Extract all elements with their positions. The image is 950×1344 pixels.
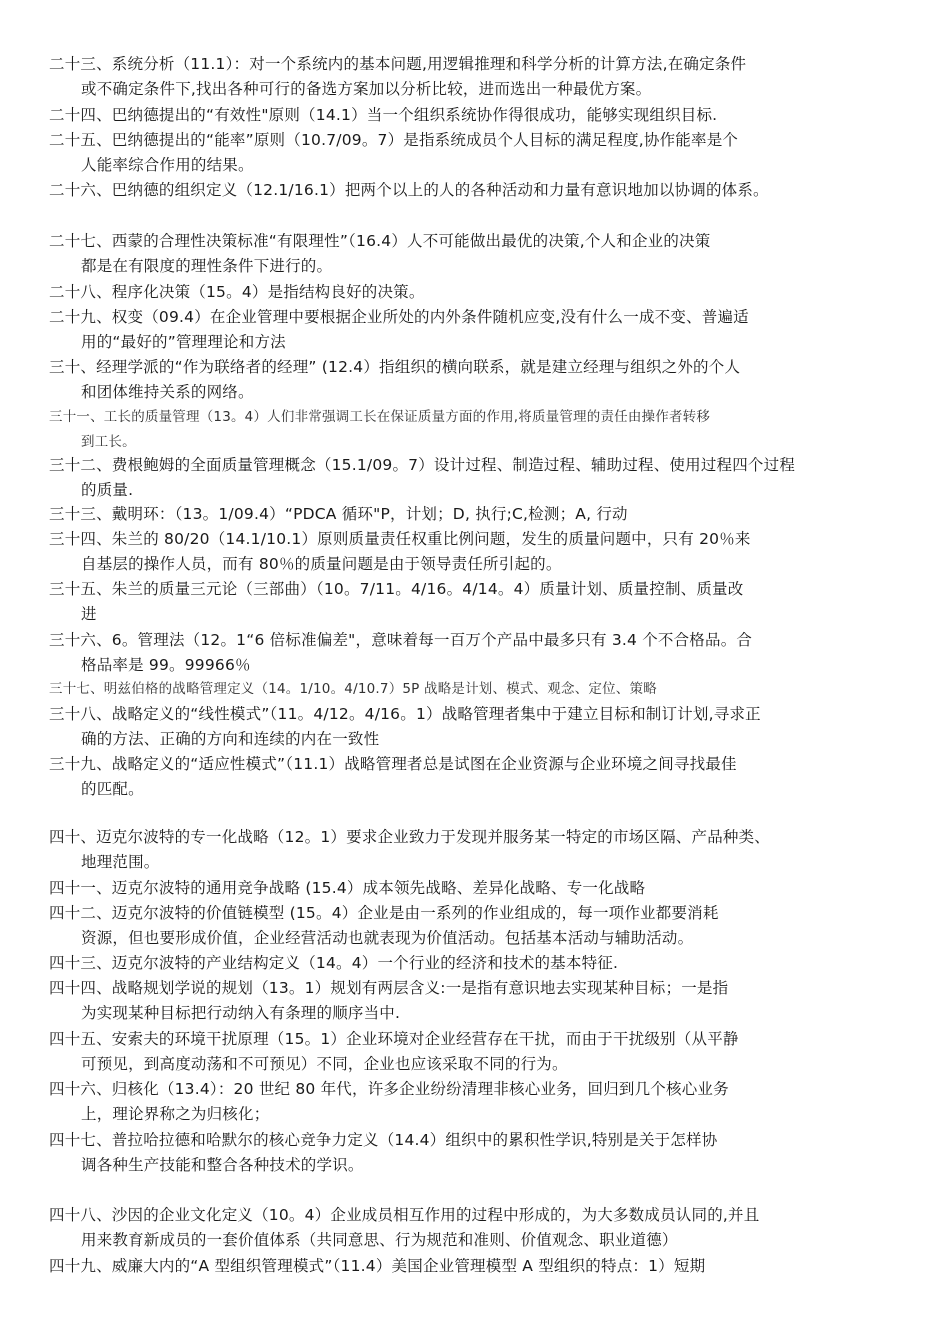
item-35: 三十五、朱兰的质量三元论（三部曲）（10。7/11。4/16。4/14。4）质量计划、质量控制、质量改 进 — [49, 580, 744, 623]
item-24: 二十四、巴纳德提出的“有效性"原则（14.1）当一个组织系统协作得很成功，能够实现组织目标. — [49, 106, 718, 124]
item-29: 二十九、权变（09.4）在企业管理中要根据企业所处的内外条件随机应变,没有什么一成不变、普遍适 用的“最好的”管理理论和方法 — [49, 308, 749, 351]
item-26: 二十六、巴纳德的组织定义（12.1/16.1）把两个以上的人的各种活动和力量有意识地加以协调的体系。 — [49, 181, 769, 199]
item-46: 四十六、归核化（13.4）：20 世纪 80 年代，许多企业纷纷清理非核心业务，回归到几个核心业务 上，理论界称之为归核化； — [49, 1080, 729, 1123]
item-32: 三十二、费根鲍姆的全面质量管理概念（15.1/09。7）设计过程、制造过程、辅助过程、使用过程四个过程 的质量. — [49, 456, 796, 499]
item-30: 三十、经理学派的“作为联络者的经理” (12.4）指组织的横向联系，就是建立经理与组织之外的个人 和团体维持关系的网络。 — [49, 358, 741, 401]
item-25: 二十五、巴纳德提出的“能率”原则（10.7/09。7）是指系统成员个人目标的满足程度,协作能率是个 人能率综合作用的结果。 — [49, 131, 739, 174]
item-39: 三十九、战略定义的“适应性模式”（11.1）战略管理者总是试图在企业资源与企业环境之间寻找最佳 的匹配。 — [49, 755, 737, 798]
item-49: 四十九、威廉大内的“A 型组织管理模式”（11.4）美国企业管理模型 A 型组织的特点：1）短期 — [49, 1257, 706, 1275]
item-42: 四十二、迈克尔波特的价值链模型 (15。4）企业是由一系列的作业组成的，每一项作业都要消耗 资源，但也要形成价值，企业经营活动也就表现为价值活动。包括基本活动与辅助活动。 — [49, 904, 719, 947]
item-47: 四十七、普拉哈拉德和哈默尔的核心竞争力定义（14.4）组织中的累积性学识,特别是关于怎样协 调各种生产技能和整合各种技术的学识。 — [49, 1131, 718, 1174]
item-37: 三十七、明兹伯格的战略管理定义（14。1/10。4/10.7）5P 战略是计划、模式、观念、定位、策略 — [49, 681, 657, 697]
item-23: 二十三、系统分析（11.1）：对一个系统内的基本问题,用逻辑推理和科学分析的计算方法,在确定条件 或不确定条件下,找出各种可行的备选方案加以分析比较，进而选出一种最优方案。 — [49, 55, 747, 98]
item-27: 二十七、西蒙的合理性决策标准“有限理性”（16.4）人不可能做出最优的决策,个人和企业的决策 都是在有限度的理性条件下进行的。 — [49, 232, 711, 275]
item-33: 三十三、戴明环：（13。1/09.4）“PDCA 循环"P，计划；D, 执行;C,检测；A, 行动 — [49, 505, 628, 523]
item-31: 三十一、工长的质量管理（13。4）人们非常强调工长在保证质量方面的作用,将质量管理的责任由操作者转移 到工长。 — [49, 409, 711, 450]
item-44: 四十四、战略规划学说的规划（13。1）规划有两层含义:一是指有意识地去实现某种目标；一是指 为实现某种目标把行动纳入有条理的顺序当中. — [49, 979, 729, 1022]
item-43: 四十三、迈克尔波特的产业结构定义（14。4）一个行业的经济和技术的基本特征. — [49, 954, 619, 972]
item-28: 二十八、程序化决策（15。4）是指结构良好的决策。 — [49, 283, 425, 301]
item-36: 三十六、6。管理法（12。1“6 倍标准偏差"，意味着每一百万个产品中最多只有 3.4 个不合格品。合 格品率是 99。99966％ — [49, 631, 753, 674]
item-48: 四十八、沙因的企业文化定义（10。4）企业成员相互作用的过程中形成的，为大多数成员认同的,并且 用来教育新成员的一套价值体系（共同意思、行为规范和准则、价值观念、职业道德） — [49, 1206, 760, 1249]
item-45: 四十五、安索夫的环境干扰原理（15。1）企业环境对企业经营存在干扰，而由于干扰级别（从平静 可预见，到高度动荡和不可预见）不同，企业也应该采取不同的行为。 — [49, 1030, 739, 1073]
item-40: 四十、迈克尔波特的专一化战略（12。1）要求企业致力于发现并服务某一特定的市场区隔、产品种类、 地理范围。 — [49, 828, 770, 871]
item-38: 三十八、战略定义的“线性模式”（11。4/12。4/16。1）战略管理者集中于建立目标和制订计划,寻求正 确的方法、正确的方向和连续的内在一致性 — [49, 705, 761, 748]
item-34: 三十四、朱兰的 80/20（14.1/10.1）原则质量责任权重比例问题，发生的质量问题中，只有 20％来 自基层的操作人员，而有 80％的质量问题是由于领导责任所引起的。 — [49, 530, 751, 573]
item-41: 四十一、迈克尔波特的通用竞争战略 (15.4）成本领先战略、差异化战略、专一化战略 — [49, 879, 646, 897]
